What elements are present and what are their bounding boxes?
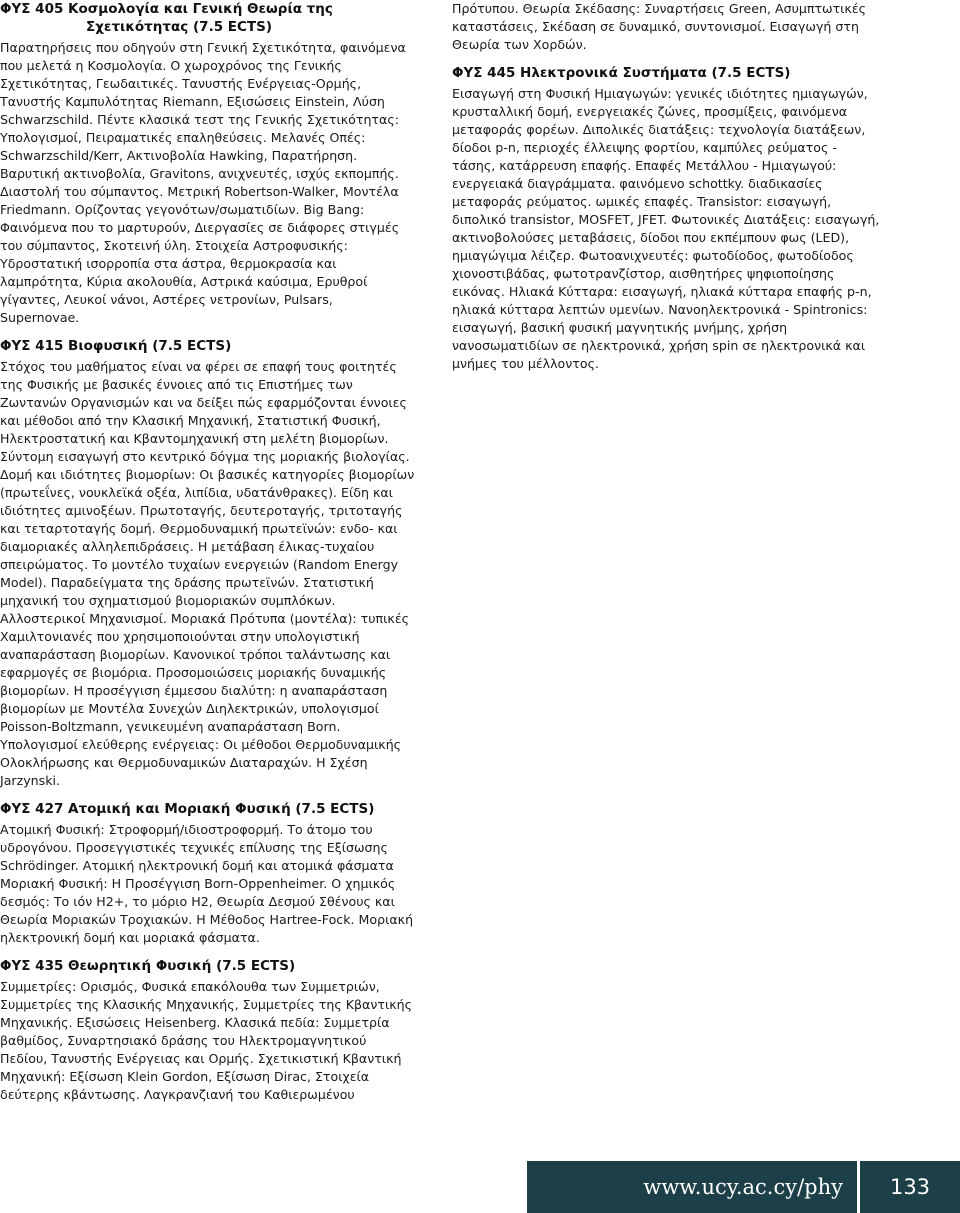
course-405-title (0, 0, 415, 36)
course-445-description: Εισαγωγή στη Φυσική Ημιαγωγών: γενικές ιδιότητες ημιαγωγών, κρυσταλλική δομή, ενεργειακές ζώνες, προσμίξεις, φαινόμενα μεταφοράς φορέων. Διπολικές διατάξεις: τεχνολογία διατάξεων, δίοδοι p-n, περιοχές έλλειψης φορτίου, καμπύλες ρεύματος - τάσης, κατάρρευση επαφής. Επαφές Μετάλλου - Ημιαγωγού: ενεργειακά διαγράμματα. φαινόμενο schottky. διαδικασίες μεταφοράς ρεύματος. ωμικές επαφές. Transistor: εισαγωγή, διπολικό transistor, MOSFET, JFET. Φωτονικές Διατάξεις: εισαγωγή, ακτινοβολούσες μεταβάσεις, δίοδοι που εκπέμπουν φως (LED), ημιαγώγιμα λέιζερ. Φωτοανιχνευτές: φωτοδίοδος, φωτοδίοδος χιονοστιβάδας, φωτοτρανζίστορ, αισθητήρες ψηφιοποίησης εικόνας. Ηλιακά Κύτταρα: εισαγωγή, ηλιακά κύτταρα επαφής p-n, ηλιακά κύτταρα λεπτών υμενίων. Νανοηλεκτρονικά - Spintronics: εισαγωγή, βασική φυσική μαγνητικής μνήμης, χρήση νανοσωματιδίων σε ηλεκτρονικά, χρήση spin σε ηλεκτρονικά και μνήμες του μέλλοντος. (452, 86, 880, 371)
course-405-description: Παρατηρήσεις που οδηγούν στη Γενική Σχετικότητα, φαινόμενα που μελετά η Κοσμολογία. Ο χωροχρόνος της Γενικής Σχετικότητας, Γεωδαιτικές. Τανυστής Ενέργειας-Ορμής, Τανυστής Καμπυλότητας Riemann, Εξισώσεις Einstein, Λύση Schwarzschild. Πέντε κλασικά τεστ της Γενικής Σχετικότητας: Υπολογισμοί, Πειραματικές επαληθεύσεις. Μελανές Οπές: Schwarzschild/Kerr, Ακτινοβολία Hawking, Παρατήρηση. Βαρυτική ακτινοβολία, Gravitons, ανιχνευτές, ισχύς εκπομπής. Διαστολή του σύμπαντος. Μετρική Robertson-Walker, Μοντέλα Friedmann. Ορίζοντας γεγονότων/σωματιδίων. Big Bang: Φαινόμενα που το μαρτυρούν, Διεργασίες σε διάφορες στιγμές του σύμπαντος, Σκοτεινή ύλη. Στοιχεία Αστροφυσικής: Υδροστατική ισορροπία στα άστρα, θερμοκρασία και λαμπρότητα, Κύρια ακολουθία, Αστρικά καύσιμα, Ερυθροί γίγαντες, Λευκοί νάνοι, Αστέρες νετρονίων, Pulsars, Supernovae. (0, 40, 406, 325)
course-405 (0, 0, 415, 327)
course-415-title: ΦΥΣ 415 Βιοφυσική (7.5 ECTS) (0, 338, 232, 354)
course-405-title-line2: Σχετικότητας (7.5 ECTS) (86, 19, 273, 35)
page-footer (527, 1161, 960, 1213)
course-427-title: ΦΥΣ 427 Ατομική και Μοριακή Φυσική (7.5 ECTS) (0, 801, 375, 817)
left-column (0, 0, 415, 1104)
footer-url[interactable]: www.ucy.ac.cy/phy (527, 1161, 857, 1213)
course-435-description: Συμμετρίες: Ορισμός, Φυσικά επακόλουθα των Συμμετριών, Συμμετρίες της Κλασικής Μηχανικής, Συμμετρίες της Κβαντικής Μηχανικής. Εξισώσεις Heisenberg. Κλασικά πεδία: Συμμετρία βαθμίδος, Συναρτησιακό δράσης του Ηλεκτρομαγνητικού Πεδίου, Τανυστής Ενέργειας και Ορμής. Σχετικιστική Κβαντική Μηχανική: Εξίσωση Klein Gordon, Εξίσωση Dirac, Στοιχεία δεύτερης κβάντωσης. Λαγκρανζιανή του Καθιερωμένου (0, 979, 412, 1102)
course-435-description-continued: Πρότυπου. Θεωρία Σκέδασης: Συναρτήσεις Green, Ασυμπτωτικές καταστάσεις, Σκέδαση σε δυναμικό, συντονισμοί. Εισαγωγή στη Θεωρία των Χορδών. (452, 1, 867, 52)
course-415 (0, 337, 415, 790)
course-415-description: Στόχος του μαθήματος είναι να φέρει σε επαφή τους φοιτητές της Φυσικής με βασικές έννοιες από τις Επιστήμες των Ζωντανών Οργανισμών και να δείξει πώς εφαρμόζονται έννοιες και μέθοδοι από την Κλασική Μηχανική, Στατιστική Φυσική, Ηλεκτροστατική και Κβαντομηχανική στη μελέτη βιομορίων. Σύντομη εισαγωγή στο κεντρικό δόγμα της μοριακής βιολογίας. Δομή και ιδιότητες βιομορίων: Οι βασικές κατηγορίες βιομορίων (πρωτεΐνες, νουκλεϊκά οξέα, λιπίδια, υδατάνθρακες). Είδη και ιδιότητες αμινοξέων. Πρωτοταγής, δευτεροταγής, τριτοταγής και τεταρτοταγής δομή. Θερμοδυναμική πρωτεϊνών: ενδο- και διαμοριακές αλληλεπιδράσεις. Η μετάβαση έλικας-τυχαίου σπειρώματος. Το μοντέλο τυχαίων ενεργειών (Random Energy Model). Παραδείγματα της δράσης πρωτεϊνών. Στατιστική μηχανική του σχηματισμού βιομοριακών συμπλόκων. Αλλοστερικοί Μηχανισμοί. Μοριακά Πρότυπα (μοντέλα): τυπικές Χαμιλτονιανές που χρησιμοποιούνται στην υπολογιστική αναπαράσταση βιομορίων. Κανονικοί τρόποι ταλάντωσης και εφαρμογές σε βιομόρια. Προσομοιώσεις μοριακής δυναμικής βιομορίων. Η προσέγγιση έμμεσου διαλύτη: η αναπαράσταση βιομορίων με Μοντέλα Συνεχών Διηλεκτρικών, υπολογισμοί Poisson-Boltzmann, γενικευμένη αναπαράσταση Born. Υπολογισμοί ελεύθερης ενέργειας: Οι μέθοδοι Θερμοδυναμικής Ολοκλήρωσης και Θερμοδυναμικών Διαταραχών. Η Σχέση Jarzynski. (0, 359, 415, 788)
course-445-title: ΦΥΣ 445 Ηλεκτρονικά Συστήματα (7.5 ECTS) (452, 65, 791, 81)
course-405-title-line1: ΦΥΣ 405 Κοσμολογία και Γενική Θεωρία της (0, 1, 333, 17)
course-427-description: Ατομική Φυσική: Στροφορμή/ιδιοστροφορμή. Το άτομο του υδρογόνου. Προσεγγιστικές τεχνικές επίλυσης της Εξίσωσης Schrödinger. Ατομική ηλεκτρονική δομή και ατομικά φάσματα Μοριακή Φυσική: Η Προσέγγιση Born-Oppenheimer. Ο χημικός δεσμός: Το ιόν H2+, το μόριο H2, Θεωρία Δεσμού Σθένους και Θεωρία Μοριακών Τροχιακών. Η Μέθοδος Hartree-Fock. Μοριακή ηλεκτρονική δομή και μοριακά φάσματα. (0, 822, 414, 945)
page-number: 133 (860, 1161, 960, 1213)
course-435-title: ΦΥΣ 435 Θεωρητική Φυσική (7.5 ECTS) (0, 958, 296, 974)
course-427 (0, 800, 415, 947)
course-435 (0, 957, 415, 1104)
course-435-continued (452, 0, 880, 54)
course-445 (452, 64, 880, 373)
right-column (452, 0, 880, 373)
